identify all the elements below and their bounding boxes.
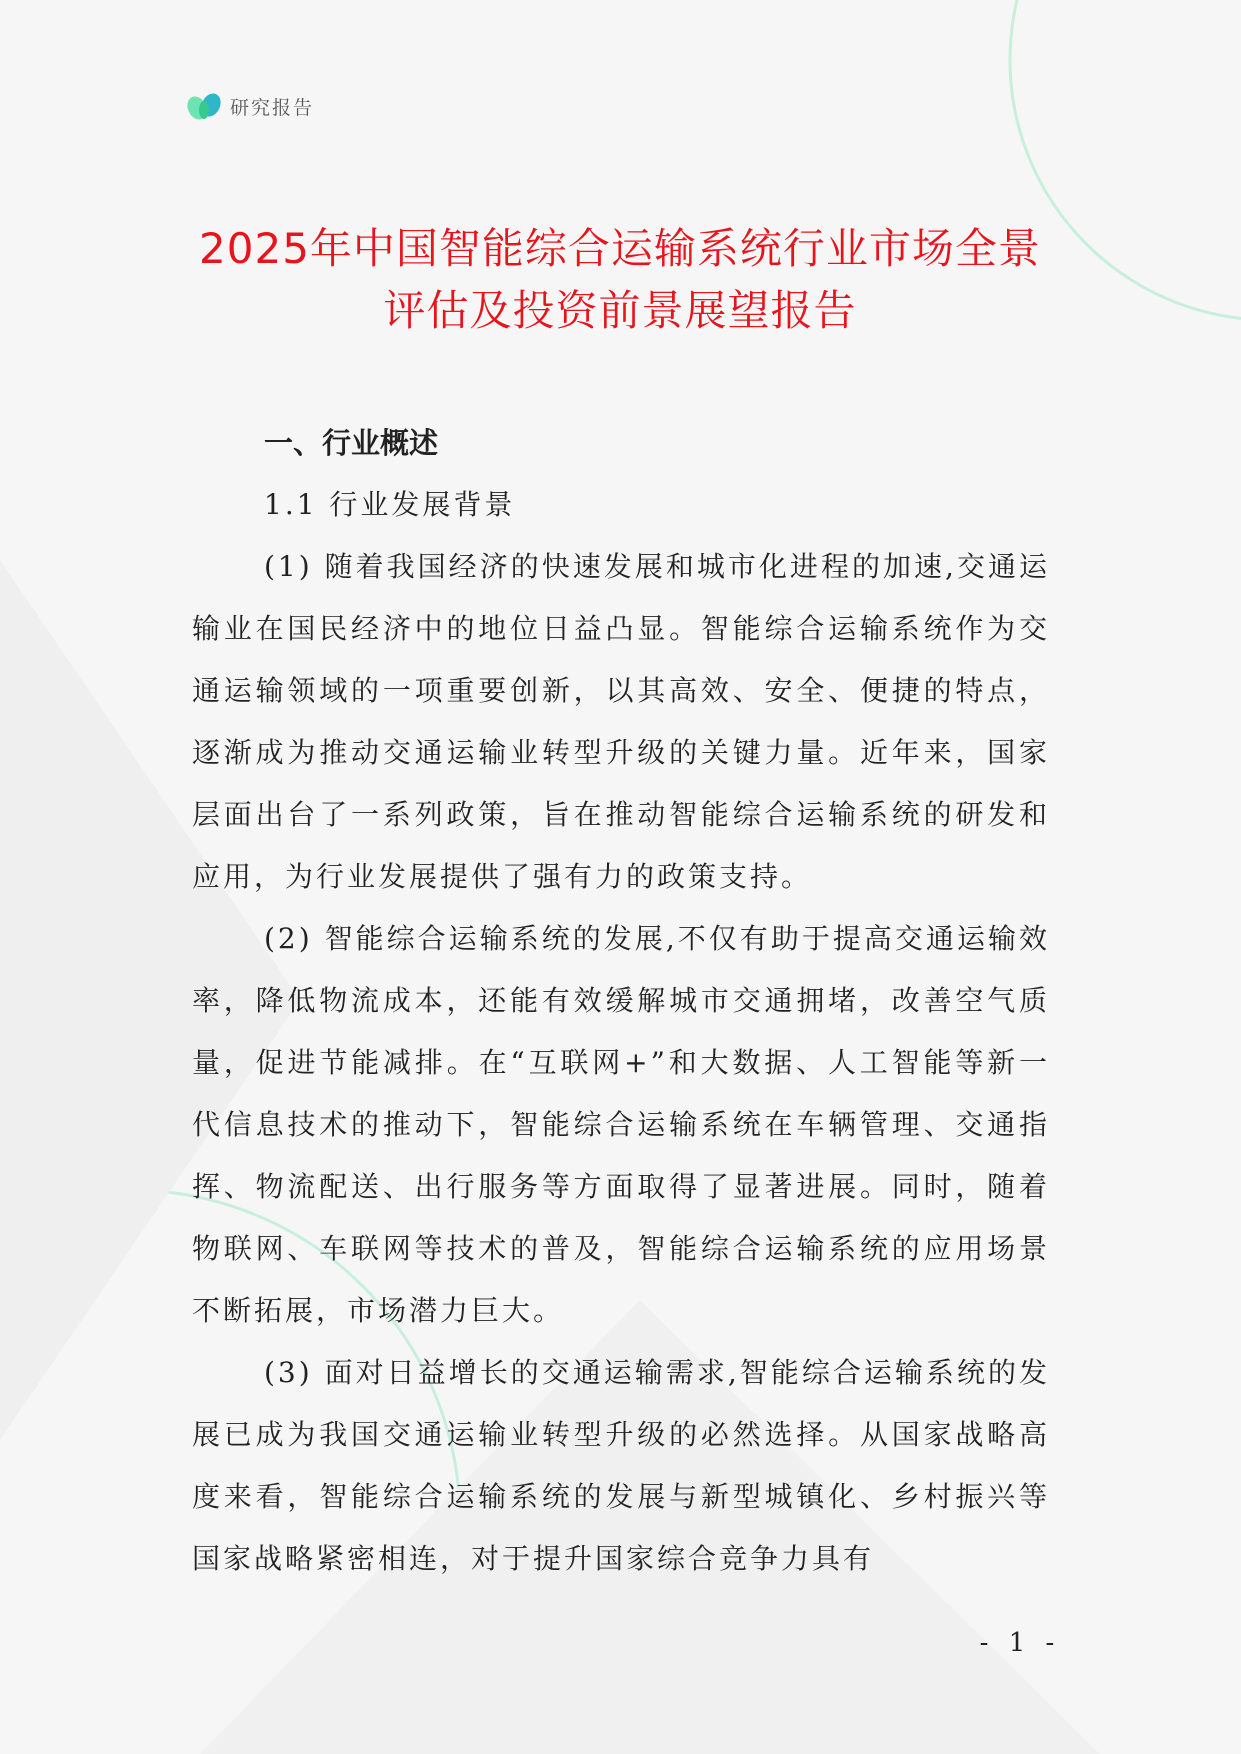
paragraph-1: (1) 随着我国经济的快速发展和城市化进程的加速,交通运输业在国民经济中的地位日益凸显。智能综合运输系统作为交通运输领域的一项重要创新，以其高效、安全、便捷的特点，逐渐成为推动交通运输业转型升级的关键力量。近年来，国家层面出台了一系列政策，旨在推动智能综合运输系统的研发和应用，为行业发展提供了强有力的政策支持。 [192, 550, 1050, 893]
brand-text: 研究报告 [230, 96, 315, 119]
paragraph-3: (3) 面对日益增长的交通运输需求,智能综合运输系统的发展已成为我国交通运输业转型升级的必然选择。从国家战略高度来看，智能综合运输系统的发展与新型城镇化、乡村振兴等国家战略紧密相连，对于提升国家综合竞争力具有 [192, 1356, 1050, 1575]
report-body [192, 412, 1050, 1590]
brand-header [186, 88, 314, 124]
report-title: 2025年中国智能综合运输系统行业市场全景评估及投资前景展望报告 [199, 224, 1041, 335]
subsection-heading: 1.1 行业发展背景 [264, 488, 516, 521]
paragraph-2: (2) 智能综合运输系统的发展,不仅有助于提高交通运输效率，降低物流成本，还能有效缓解城市交通拥堵，改善空气质量，促进节能减排。在“互联网+”和大数据、人工智能等新一代信息技术的推动下，智能综合运输系统在车辆管理、交通指挥、物流配送、出行服务等方面取得了显著进展。同时，随着物联网、车联网等技术的普及，智能综合运输系统的应用场景不断拓展，市场潜力巨大。 [192, 922, 1050, 1327]
section-heading: 一、行业概述 [264, 426, 439, 460]
leaf-logo-icon [186, 88, 222, 124]
page-number: - 1 - [979, 1628, 1061, 1658]
